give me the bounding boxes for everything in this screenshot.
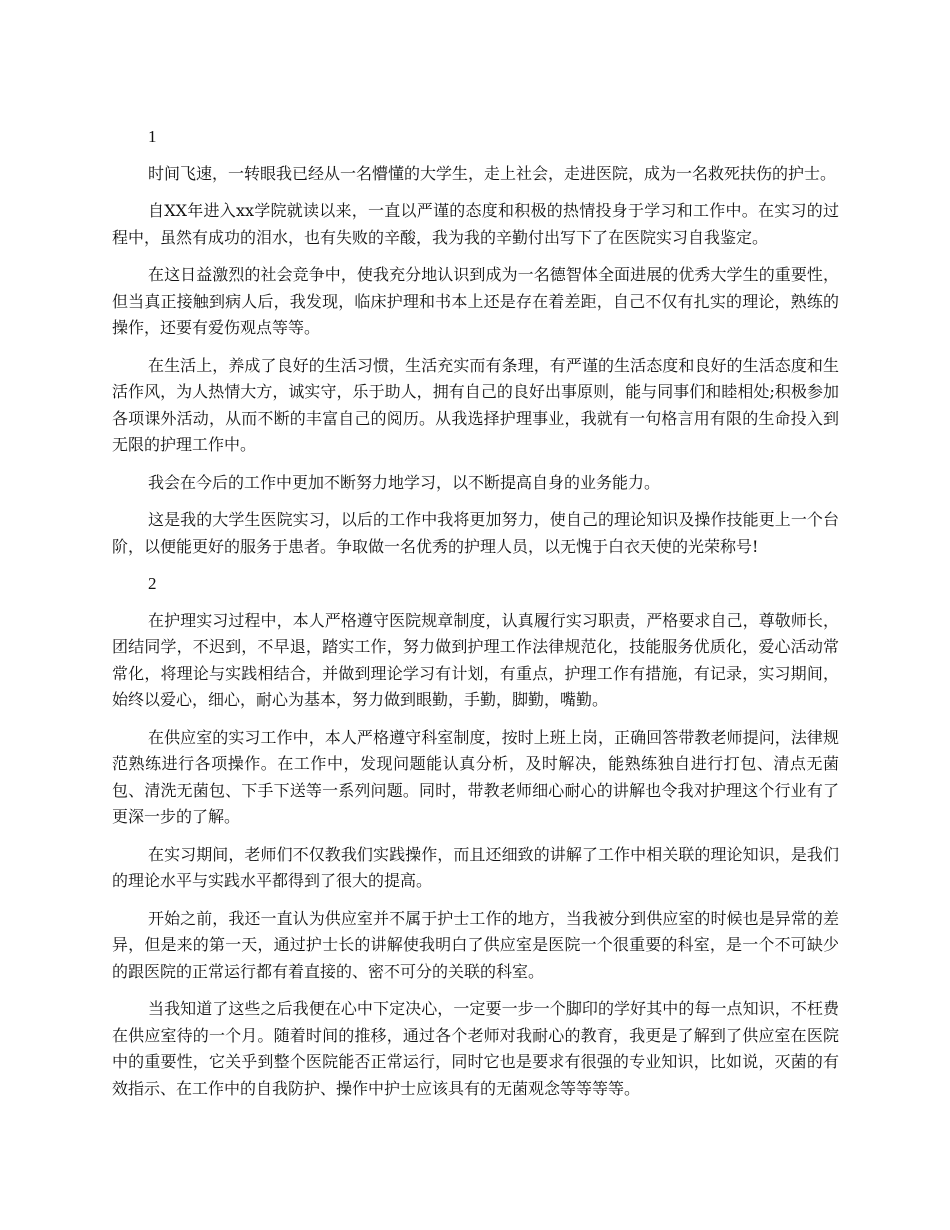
section-number: 1 [148, 127, 157, 146]
document-body [112, 124, 839, 1113]
paragraph: 在护理实习过程中，本人严格遵守医院规章制度，认真履行实习职责，严格要求自己，尊敬师长，团结同学，不迟到，不早退，踏实工作，努力做到护理工作法律规范化，技能服务优质化，爱心活动常常化，将理论与实践相结合，并做到理论学习有计划，有重点，护理工作有措施，有记录，实习期间，始终以爱心，细心，耐心为基本，努力做到眼勤，手勤，脚勤，嘴勤。 [112, 610, 839, 709]
paragraph: 当我知道了这些之后我便在心中下定决心，一定要一步一个脚印的学好其中的每一点知识，不枉费在供应室待的一个月。随着时间的推移，通过各个老师对我耐心的教育，我更是了解到了供应室在医院中的重要性，它关乎到整个医院能否正常运行，同时它也是要求有很强的专业知识，比如说，灭菌的有效指示、在工作中的自我防护、操作中护士应该具有的无菌观念等等等等。 [112, 999, 839, 1098]
section-1 [112, 124, 839, 560]
paragraph: 自XX年进入xx学院就读以来，一直以严谨的态度和积极的热情投身于学习和工作中。在实习的过程中，虽然有成功的泪水，也有失败的辛酸，我为我的辛勤付出写下了在医院实习自我鉴定。 [112, 201, 839, 247]
paragraph: 开始之前，我还一直认为供应室并不属于护士工作的地方，当我被分到供应室的时候也是异常的差异，但是来的第一天，通过护士长的讲解使我明白了供应室是医院一个很重要的科室，是一个不可缺少的跟医院的正常运行都有着直接的、密不可分的关联的科室。 [112, 908, 839, 981]
paragraph: 在生活上，养成了良好的生活习惯，生活充实而有条理，有严谨的生活态度和良好的生活态度和生活作风，为人热情大方，诚实守，乐于助人，拥有自己的良好出事原则，能与同事们和睦相处;积极参加各项课外活动，从而不断的丰富自己的阅历。从我选择护理事业，我就有一句格言用有限的生命投入到无限的护理工作中。 [112, 355, 839, 454]
paragraph: 在这日益激烈的社会竞争中，使我充分地认识到成为一名德智体全面进展的优秀大学生的重要性，但当真正接触到病人后，我发现，临床护理和书本上还是存在着差距，自己不仅有扎实的理论，熟练的操作，还要有爱伤观点等等。 [112, 265, 839, 337]
paragraph: 时间飞速，一转眼我已经从一名懵懂的大学生，走上社会，走进医院，成为一名救死扶伤的护士。 [148, 163, 837, 183]
paragraph: 在实习期间，老师们不仅教我们实践操作，而且还细致的讲解了工作中相关联的理论知识，是我们的理论水平与实践水平都得到了很大的提高。 [112, 844, 839, 890]
section-number: 2 [148, 574, 157, 593]
paragraph: 我会在今后的工作中更加不断努力地学习，以不断提高自身的业务能力。 [148, 472, 661, 492]
paragraph: 在供应室的实习工作中，本人严格遵守科室制度，按时上班上岗，正确回答带教老师提问，法律规范熟练进行各项操作。在工作中，发现问题能认真分析，及时解决，能熟练独自进行打包、清点无菌包、清洗无菌包、下手下送等一系列问题。同时，带教老师细心耐心的讲解也令我对护理这个行业有了更深一步的了解。 [112, 727, 839, 826]
section-2 [112, 571, 839, 1102]
paragraph: 这是我的大学生医院实习，以后的工作中我将更加努力，使自己的理论知识及操作技能更上一个台阶，以便能更好的服务于患者。争取做一名优秀的护理人员，以无愧于白衣天使的光荣称号! [112, 510, 839, 556]
